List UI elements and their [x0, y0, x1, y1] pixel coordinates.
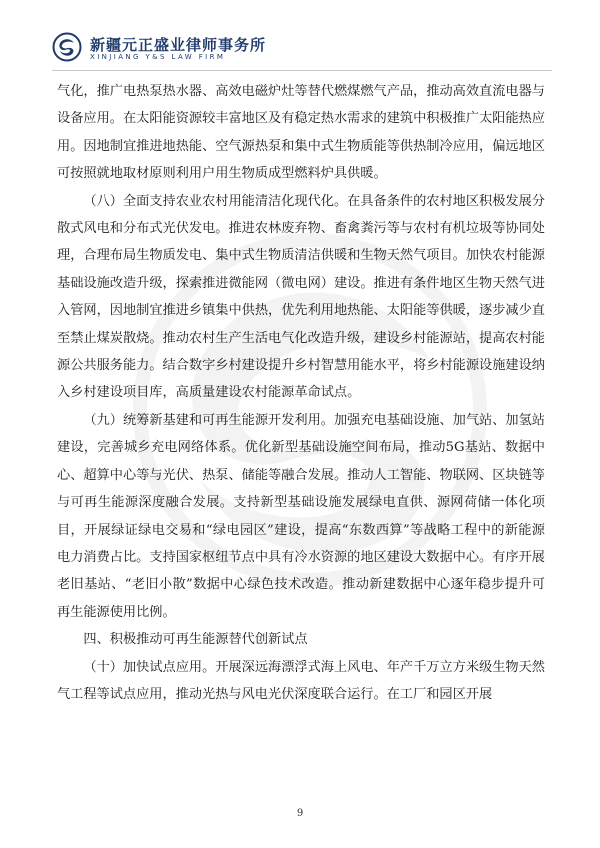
firm-name: 新疆元正盛业律师事务所	[90, 36, 267, 54]
paragraph-10: （十）加快试点应用。开展深远海漂浮式海上风电、年产千万立方米级生物天然气工程等试点应用，推动光热与风电光伏深度联合运行。在工厂和园区开展	[57, 659, 545, 702]
firm-subtitle: XINJIANG Y&S LAW FIRM	[90, 53, 226, 61]
page-number: 9	[296, 808, 304, 819]
paragraph-8: （八）全面支持农业农村用能清洁化现代化。在具备条件的农村地区积极发展分散式风电和分布式光伏发电。推进农林废弃物、畜禽粪污等与农村有机垃圾等协同处理，合理布局生物质发电、集中式生物质清洁供暖和生物天然气项目。加快农村能源基础设施改造升级，探索推进微能网（微电网）建设。推进有条件地区生物天然气进入管网，因地制宜推进乡镇集中供热，优先利用地热能、太阳能等供暖，逐步减少直至禁止煤炭散烧。推动农村生产生活电气化改造升级，建设乡村能源站，提高农村能源公共服务能力。结合数字乡村建设提升乡村智慧用能水平，将乡村能源设施建设纳入乡村建设项目库，高质量建设农村能源革命试点。	[57, 193, 545, 401]
header-divider	[52, 70, 552, 71]
paragraph-continuation: 气化，推广电热泵热水器、高效电磁炉灶等替代燃煤燃气产品，推动高效直流电器与设备应用。在太阳能资源较丰富地区及有稳定热水需求的建筑中积极推广太阳能热应用。因地制宜推进地热能、空气源热泵和集中式生物质能等供热制冷应用，偏远地区可按照就地取材原则利用户用生物质成型燃料炉具供暖。	[57, 84, 545, 182]
section-heading: 四、积极推动可再生能源替代创新试点	[83, 632, 308, 648]
document-body	[57, 78, 545, 708]
page-header	[52, 30, 552, 70]
firm-logo-icon	[52, 32, 82, 62]
paragraph-9: （九）统筹新基建和可再生能源开发利用。加强充电基础设施、加气站、加氢站建设，完善城乡充电网络体系。优化新型基础设施空间布局，推动5G基站、数据中心、超算中心等与光伏、热泵、储能等融合发展。推动人工智能、物联网、区块链等与可再生能源深度融合发展。支持新型基础设施发展绿电直供、源网荷储一体化项目，开展绿证绿电交易和“绿电园区”建设，提高“东数西算”等战略工程中的新能源电力消费占比。支持国家枢纽节点中具有冷水资源的地区建设大数据中心。有序开展老旧基站、“老旧小散”数据中心绿色技术改造。推动新建数据中心逐年稳步提升可再生能源使用比例。	[57, 412, 545, 620]
